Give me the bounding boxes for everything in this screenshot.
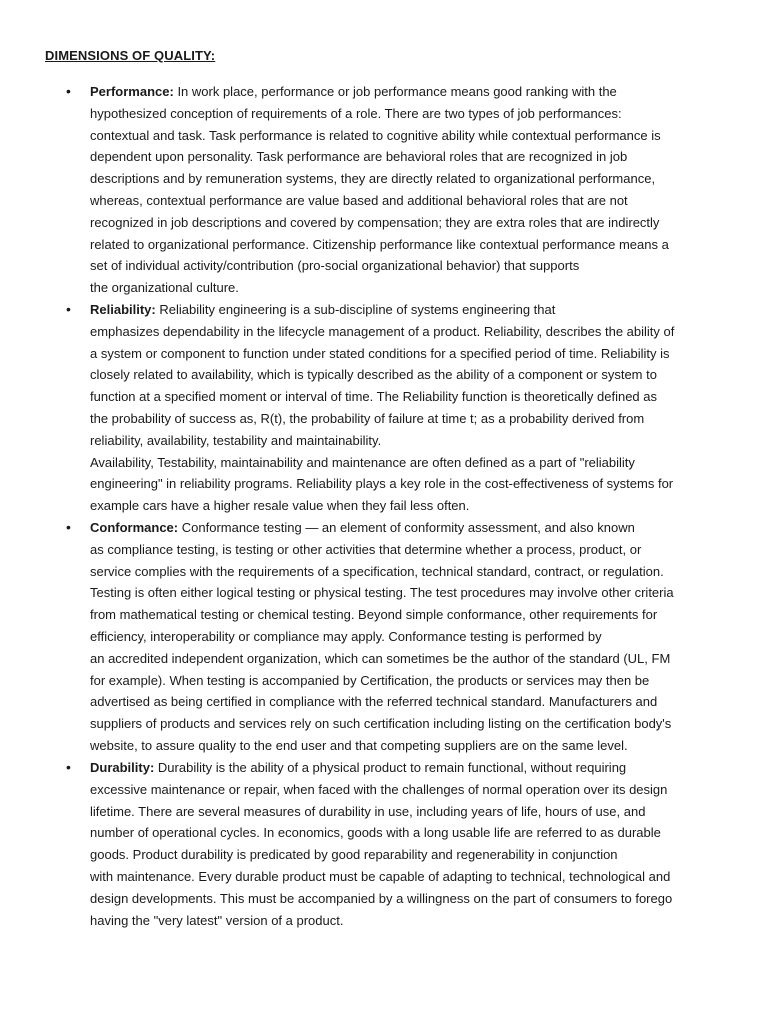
item-first-line: [90, 299, 555, 321]
text-line: Testing is often either logical testing or physical testing. The test procedures may involve other criteria: [90, 585, 674, 601]
text-line: lifetime. There are several measures of durability in use, including years of life, hours of use, and: [90, 803, 646, 819]
text-line: goods. Product durability is predicated by good reparability and regenerability in conjunction: [90, 847, 618, 863]
item-term: Performance:: [90, 84, 174, 99]
item-first-line: [90, 517, 635, 539]
text-line: related to organizational performance. Citizenship performance like contextual performance means a: [90, 236, 669, 252]
text-line: emphasizes dependability in the lifecycle management of a product. Reliability, describes the ability of: [90, 323, 675, 339]
text-line: design developments. This must be accompanied by a willingness on the part of consumers to forego: [90, 890, 673, 906]
text-line: service complies with the requirements of a specification, technical standard, contract, or regulation.: [90, 563, 664, 579]
text-line: suppliers of products and services rely on such certification including listing on the certification body's: [90, 716, 672, 732]
item-term: Durability:: [90, 760, 155, 775]
item-first-line: [90, 81, 617, 103]
text-line: whereas, contextual performance are value based and additional behavioral roles that are not: [90, 193, 628, 208]
text-line: excessive maintenance or repair, when faced with the challenges of normal operation over its design: [90, 781, 668, 797]
bullet-icon: •: [66, 519, 71, 535]
item-first-line-text: Conformance testing — an element of conformity assessment, and also known: [181, 520, 635, 535]
text-line: engineering" in reliability programs. Reliability plays a key role in the cost-effectiveness of systems for: [90, 476, 674, 492]
text-line: the probability of success as, R(t), the probability of failure at time t; as a probability derived from: [90, 411, 645, 426]
bullet-icon: •: [66, 301, 71, 317]
text-line: hypothesized conception of requirements of a role. There are two types of job performances:: [90, 105, 622, 121]
text-line: with maintenance. Every durable product must be capable of adapting to technical, technological and: [90, 869, 671, 884]
text-line: Availability, Testability, maintainability and maintenance are often defined as a part of "reliability: [90, 454, 635, 470]
text-line: efficiency, interoperability or compliance may apply. Conformance testing is performed by: [90, 629, 602, 644]
text-line: dependent upon personality. Task performance are behavioral roles that are recognized in job: [90, 149, 628, 165]
document-heading: DIMENSIONS OF QUALITY:: [45, 48, 216, 63]
text-line: reliability, availability, testability and maintainability.: [90, 432, 382, 448]
text-line: advertised as being certified in compliance with the referred technical standard. Manufacturers and: [90, 694, 658, 710]
text-line: number of operational cycles. In economics, goods with a long usable life are referred to as durable: [90, 825, 661, 841]
bullet-icon: •: [66, 759, 71, 775]
text-line: function at a specified moment or interval of time. The Reliability function is theoretically defined as: [90, 389, 657, 405]
item-term: Reliability:: [90, 302, 156, 317]
text-line: as compliance testing, is testing or other activities that determine whether a process, product, or: [90, 541, 642, 557]
text-line: set of individual activity/contribution (pro-social organizational behavior) that supports: [90, 258, 580, 274]
text-line: contextual and task. Task performance is related to cognitive ability while contextual performance is: [90, 127, 661, 143]
text-line: for example). When testing is accompanied by Certification, the products or services may then be: [90, 672, 650, 688]
text-line: example cars have a higher resale value when they fail less often.: [90, 498, 470, 514]
text-line: a system or component to function under stated conditions for a specified period of time. Reliability is: [90, 345, 670, 361]
item-first-line-text: Durability is the ability of a physical product to remain functional, without requiring: [157, 760, 627, 775]
text-line: having the "very latest" version of a product.: [90, 912, 344, 928]
item-first-line: [90, 757, 626, 779]
text-line: closely related to availability, which is typically described as the ability of a component or system to: [90, 367, 657, 383]
text-line: the organizational culture.: [90, 280, 239, 296]
text-line: descriptions and by remuneration systems, they are directly related to organizational performance,: [90, 171, 656, 187]
text-line: from mathematical testing or chemical testing. Beyond simple conformance, other requirements for: [90, 607, 658, 623]
item-term: Conformance:: [90, 520, 179, 535]
text-line: recognized in job descriptions and covered by compensation; they are extra roles that are indirectly: [90, 214, 660, 230]
text-line: website, to assure quality to the end user and that competing suppliers are on the same level.: [90, 738, 628, 753]
item-first-line-text: Reliability engineering is a sub-discipline of systems engineering that: [159, 302, 556, 317]
item-first-line-text: In work place, performance or job performance means good ranking with the: [177, 84, 617, 99]
text-line: an accredited independent organization, which can sometimes be the author of the standard (UL, FM: [90, 650, 671, 666]
bullet-icon: •: [66, 83, 71, 99]
